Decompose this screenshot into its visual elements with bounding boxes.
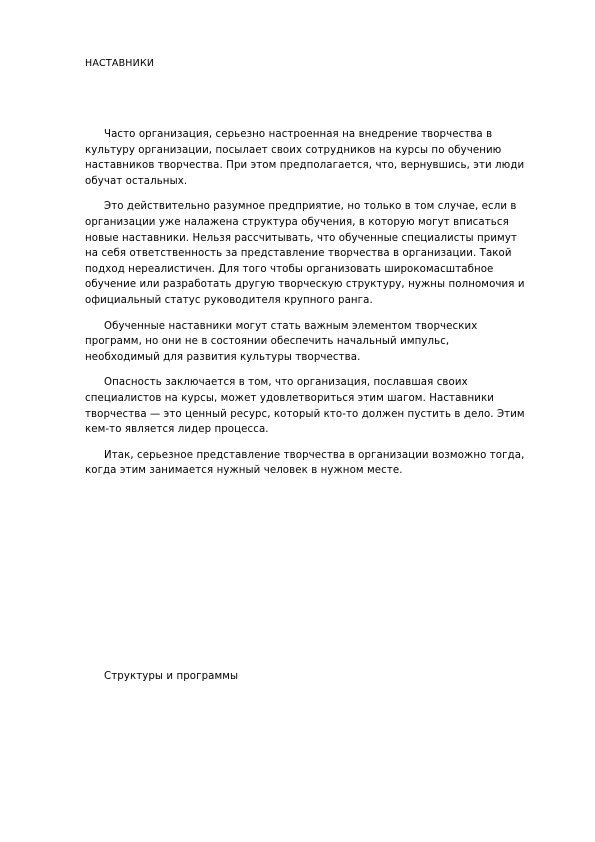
text-line: Обученные наставники могут стать важным элементом творческих (104, 320, 478, 332)
text-line: организации уже налажена структура обучения, в которую могут вписаться (85, 216, 509, 228)
text-line: необходимый для развития культуры творчества. (85, 351, 361, 363)
text-line: Это действительно разумное предприятие, но только в том случае, если в (104, 201, 517, 213)
text-line: наставников творчества. При этом предполагается, что, вернувшись, эти люди (85, 160, 525, 172)
text-line: творчества — это ценный ресурс, который кто-то должен пустить в дело. Этим (85, 408, 525, 420)
text-line: кем-то является лидер процесса. (85, 424, 269, 436)
text-line: обучение или разработать другую творческую структуру, нужны полномочия и (85, 279, 525, 291)
text-line: Часто организация, серьезно настроенная на внедрение творчества в (104, 129, 493, 140)
text-line: официальный статус руководителя крупного ранга. (85, 294, 373, 306)
text-line: Итак, серьезное представление творчества в организации возможно тогда, (104, 449, 525, 461)
text-line: когда этим занимается нужный человек в нужном месте. (85, 465, 403, 477)
paragraph (85, 319, 555, 366)
paragraph (85, 199, 555, 308)
text-line: обучат остальных. (85, 175, 188, 187)
text-line: новые наставники. Нельзя рассчитывать, что обученные специалисты примут (85, 232, 517, 244)
text-line: специалистов на курсы, может удовлетвориться этим шагом. Наставники (85, 392, 494, 404)
paragraph (85, 375, 555, 437)
document-body (85, 127, 555, 489)
text-line: Опасность заключается в том, что организация, пославшая своих (104, 377, 468, 389)
text-line: на себя ответственность за представление творчества в организации. Такой (85, 248, 512, 260)
page-title: НАСТАВНИКИ (85, 58, 155, 69)
text-line: подход нереалистичен. Для того чтобы организовать широкомасштабное (85, 263, 494, 275)
text-line: программ, но они не в состоянии обеспечить начальный импульс, (85, 336, 450, 348)
paragraph (85, 127, 555, 189)
paragraph (85, 448, 555, 479)
section-heading: Структуры и программы (104, 671, 239, 682)
text-line: культуру организации, посылает своих сотрудников на курсы по обучению (85, 144, 502, 156)
